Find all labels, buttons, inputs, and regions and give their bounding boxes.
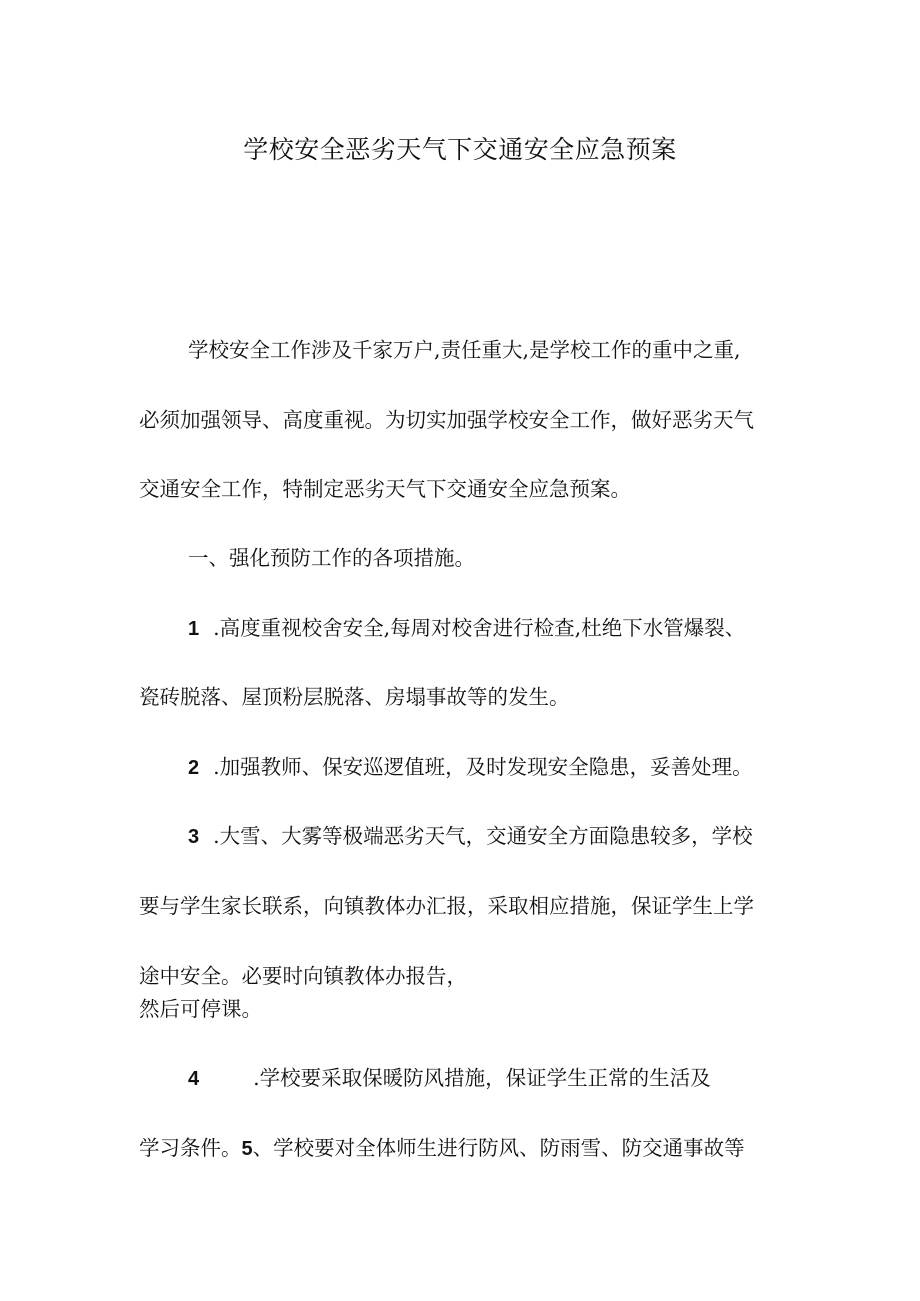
item-4-number: 4	[188, 1068, 200, 1090]
item-3-number: 3	[188, 826, 200, 848]
item-2-text: 加强教师、保安巡逻值班，及时发现安全隐患，妥善处理。	[219, 755, 753, 779]
paragraph-intro-line-1: 学校安全工作涉及千家万户,责任重大,是学校工作的重中之重,	[188, 338, 741, 362]
item-4-line-2	[139, 1133, 745, 1164]
paragraph-intro-line-2: 必须加强领导、高度重视。为切实加强学校安全工作，做好恶劣天气	[139, 408, 754, 432]
item-2-dot: .	[213, 755, 220, 779]
item-5-number: 5	[241, 1138, 253, 1160]
item-4-text: 学校要采取保暖防风措施，保证学生正常的生活及	[259, 1066, 711, 1090]
document-title: 学校安全恶劣天气下交通安全应急预案	[243, 135, 677, 164]
item-3-line-3: 途中安全。必要时向镇教体办报告，	[139, 964, 467, 988]
item-5-text: 学校要对全体师生进行防风、防雨雪、防交通事故等	[273, 1136, 745, 1160]
item-1-text: 高度重视校舍安全,每周对校舍进行检查,杜绝下水管爆裂、	[219, 616, 746, 640]
item-1-line-2: 瓷砖脱落、屋顶粉层脱落、房塌事故等的发生。	[139, 685, 570, 709]
item-1-line-1	[188, 613, 745, 644]
item-3-text: 大雪、大雾等极端恶劣天气，交通安全方面隐患较多，学校	[219, 824, 753, 848]
item-1-dot: .	[213, 616, 220, 640]
item-4-dot: .	[253, 1066, 260, 1090]
item-3-dot: .	[213, 824, 220, 848]
item-4-text-end: 学习条件。	[139, 1136, 242, 1160]
item-2-number: 2	[188, 757, 200, 779]
item-4-line-1	[188, 1063, 711, 1094]
item-3-line-2: 要与学生家长联系，向镇教体办汇报，采取相应措施，保证学生上学	[139, 894, 754, 918]
section-heading-1: 一、强化预防工作的各项措施。	[188, 546, 475, 570]
item-2-line-1	[188, 752, 753, 783]
item-5-separator: 、	[252, 1136, 274, 1160]
item-1-number: 1	[188, 618, 200, 640]
item-3-line-4: 然后可停课。	[139, 997, 262, 1021]
paragraph-intro-line-3: 交通安全工作，特制定恶劣天气下交通安全应急预案。	[139, 477, 631, 501]
item-3-line-1	[188, 821, 753, 852]
